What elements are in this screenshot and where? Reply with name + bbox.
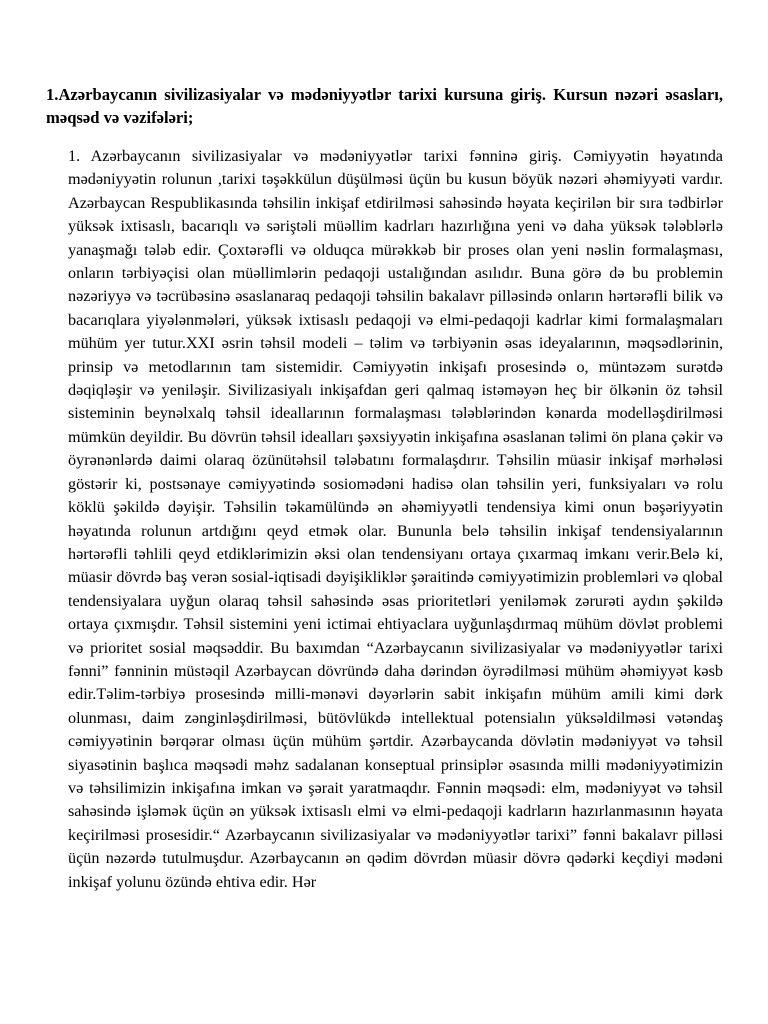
section-heading: 1.Azərbaycanın sivilizasiyalar və mədəniyyətlər tarixi kursuna giriş. Kursun nəzəri əsasları, məqsəd və vəzifələri;	[46, 85, 723, 127]
body-paragraph: 1. Azərbaycanın sivilizasiyalar və mədəniyyətlər tarixi fənninə giriş. Cəmiyyətin həyatında mədəniyyətin rolunun ,tarixi təşəkkülun düşülməsi üçün bu kusun böyük nəzəri əhəmiyyəti vardır. Azərbaycan Respublikasında təhsilin inkişaf etdirilməsi sahəsində həyata keçirilən bir sıra tədbirlər yüksək ixtisaslı, bacarıqlı və səriştəli müəllim kadrları hazırlığına yeni və daha yüksək tələblərlə yanaşmağı tələb edir. Çoxtərəfli və olduqca mürəkkəb bir proses olan yeni nəslin formalaşması, onların tərbiyəçisi olan müəllimlərin pedaqoji ustalığından asılıdır. Buna görə də bu problemin nəzəriyyə və təcrübəsinə əsaslanaraq pedaqoji təhsilin bakalavr pilləsində onların hərtərəfli bilik və bacarıqlara yiyələnmələri, yüksək ixtisaslı pedaqoji və elmi-pedaqoji kadrlar kimi formalaşmaları mühüm yer tutur.XXI əsrin təhsil modeli – təlim və tərbiyənin əsas ideyalarının, məqsədlərinin, prinsip və metodlarının tam sistemidir. Cəmiyyətin inkişafı prosesində o, müntəzəm surətdə dəqiqləşir və yeniləşir. Sivilizasiyalı inkişafdan geri qalmaq istəməyən heç bir ölkənin öz təhsil sisteminin beynəlxalq təhsil ideallarının formalaşması tələblərindən kənarda modelləşdirilməsi mümkün deyildir. Bu dövrün təhsil idealları şəxsiyyətin inkişafına əsaslanan təlimi ön plana çəkir və öyrənənlərdə daimi olaraq özünütəhsil tələbatını formalaşdırır. Təhsilin müasir inkişaf mərhələsi göstərir ki, postsənaye cəmiyyətində sosiomədəni hadisə olan təhsilin yeri, funksiyaları və rolu köklü şəkildə dəyişir. Təhsilin təkamülündə ən əhəmiyyətli tendensiya kimi onun bəşəriyyətin həyatında rolunun artdığını qeyd etmək olar. Bununla belə təhsilin inkişaf tendensiyalarının hərtərəfli təhlili qeyd etdiklərimizin əksi olan tendensiyanı ortaya çıxarmaq imkanı verir.Belə ki, müasir dövrdə baş verən sosial-iqtisadi dəyişikliklər şəraitində cəmiyyətimizin problemləri və qlobal tendensiyalara uyğun olaraq təhsil sahəsində əsas prioritetləri yeniləmək zərurəti aydın şəkildə ortaya çıxmışdır. Təhsil sistemini yeni ictimai ehtiyaclara uyğunlaşdırmaq mühüm dövlət problemi və prioritet sosial məqsəddir. Bu baxımdan “Azərbaycanın sivilizasiyalar və mədəniyyətlər tarixi fənni” fənninin müstəqil Azərbaycan dövründə daha dərindən öyrədilməsi mühüm əhəmiyyət kəsb edir.Təlim-tərbiyə prosesində milli-mənəvi dəyərlərin sabit inkişafın mühüm amili kimi dərk olunması, daim zənginləşdirilməsi, bütövlükdə intellektual potensialın yüksəldilməsi vətəndaş cəmiyyətinin bərqərar olması üçün mühüm şərtdir. Azərbaycanda dövlətin mədəniyyət və təhsil siyasətinin başlıca məqsədi məhz sadalanan konseptual prinsiplər əsasında milli mədəniyyətimizin və təhsilimizin inkişafına imkan və şərait yaratmaqdır. Fənnin məqsədi: elm, mədəniyyət və təhsil sahəsində işləmək üçün ən yüksək ixtisaslı elmi və elmi-pedaqoji kadrların hazırlanmasının həyata keçirilməsi prosesidir.“ Azərbaycanın sivilizasiyalar və mədəniyyətlər tarixi” fənni bakalavr pilləsi üçün nəzərdə tutulmuşdur. Azərbaycanın ən qədim dövrdən müasir dövrə qədərki keçdiyi mədəni inkişaf yolunu özündə ehtiva edir. Hər	[68, 147, 723, 891]
